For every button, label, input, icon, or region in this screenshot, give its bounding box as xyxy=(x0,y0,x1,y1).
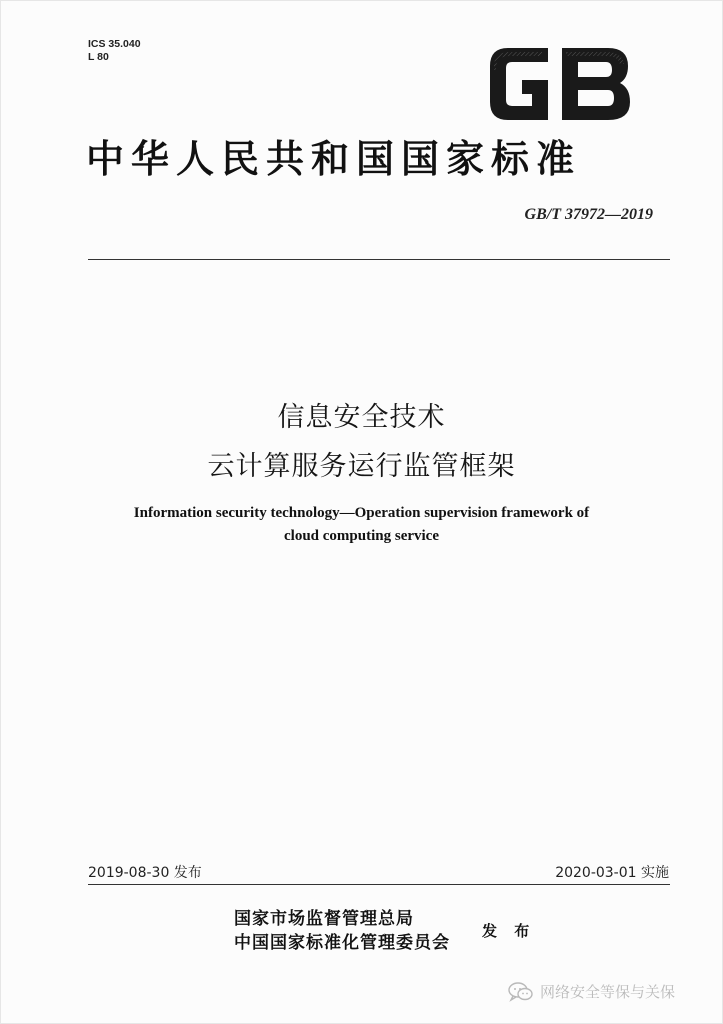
issue-date: 2019-08-30 发布 xyxy=(88,865,202,881)
national-standard-heading: 中华人民共和国国家标准 xyxy=(86,136,582,181)
wechat-icon xyxy=(508,982,534,1002)
ccs-code: L 80 xyxy=(88,51,109,63)
issuing-authorities xyxy=(234,907,450,955)
english-title-line-1: Information security technology—Operation supervision framework of xyxy=(133,505,590,521)
standard-number: GB/T 37972—2019 xyxy=(524,206,653,223)
classification-codes xyxy=(88,38,141,64)
publish-label: 发 布 xyxy=(482,922,536,940)
watermark-text: 网络安全等保与关保 xyxy=(540,983,676,1001)
top-divider xyxy=(88,259,670,260)
chinese-title-line-1: 信息安全技术 xyxy=(277,402,446,433)
english-title-line-2: cloud computing service xyxy=(284,528,439,544)
ics-code: ICS 35.040 xyxy=(88,38,141,50)
chinese-title-line-2: 云计算服务运行监管框架 xyxy=(207,451,516,482)
wechat-watermark xyxy=(508,981,675,1002)
issuer-sac: 中国国家标准化管理委员会 xyxy=(234,933,450,953)
bottom-divider xyxy=(88,884,670,885)
implementation-date: 2020-03-01 实施 xyxy=(555,865,669,881)
issuer-samr: 国家市场监督管理总局 xyxy=(234,909,414,929)
gb-logo-icon xyxy=(486,44,634,124)
